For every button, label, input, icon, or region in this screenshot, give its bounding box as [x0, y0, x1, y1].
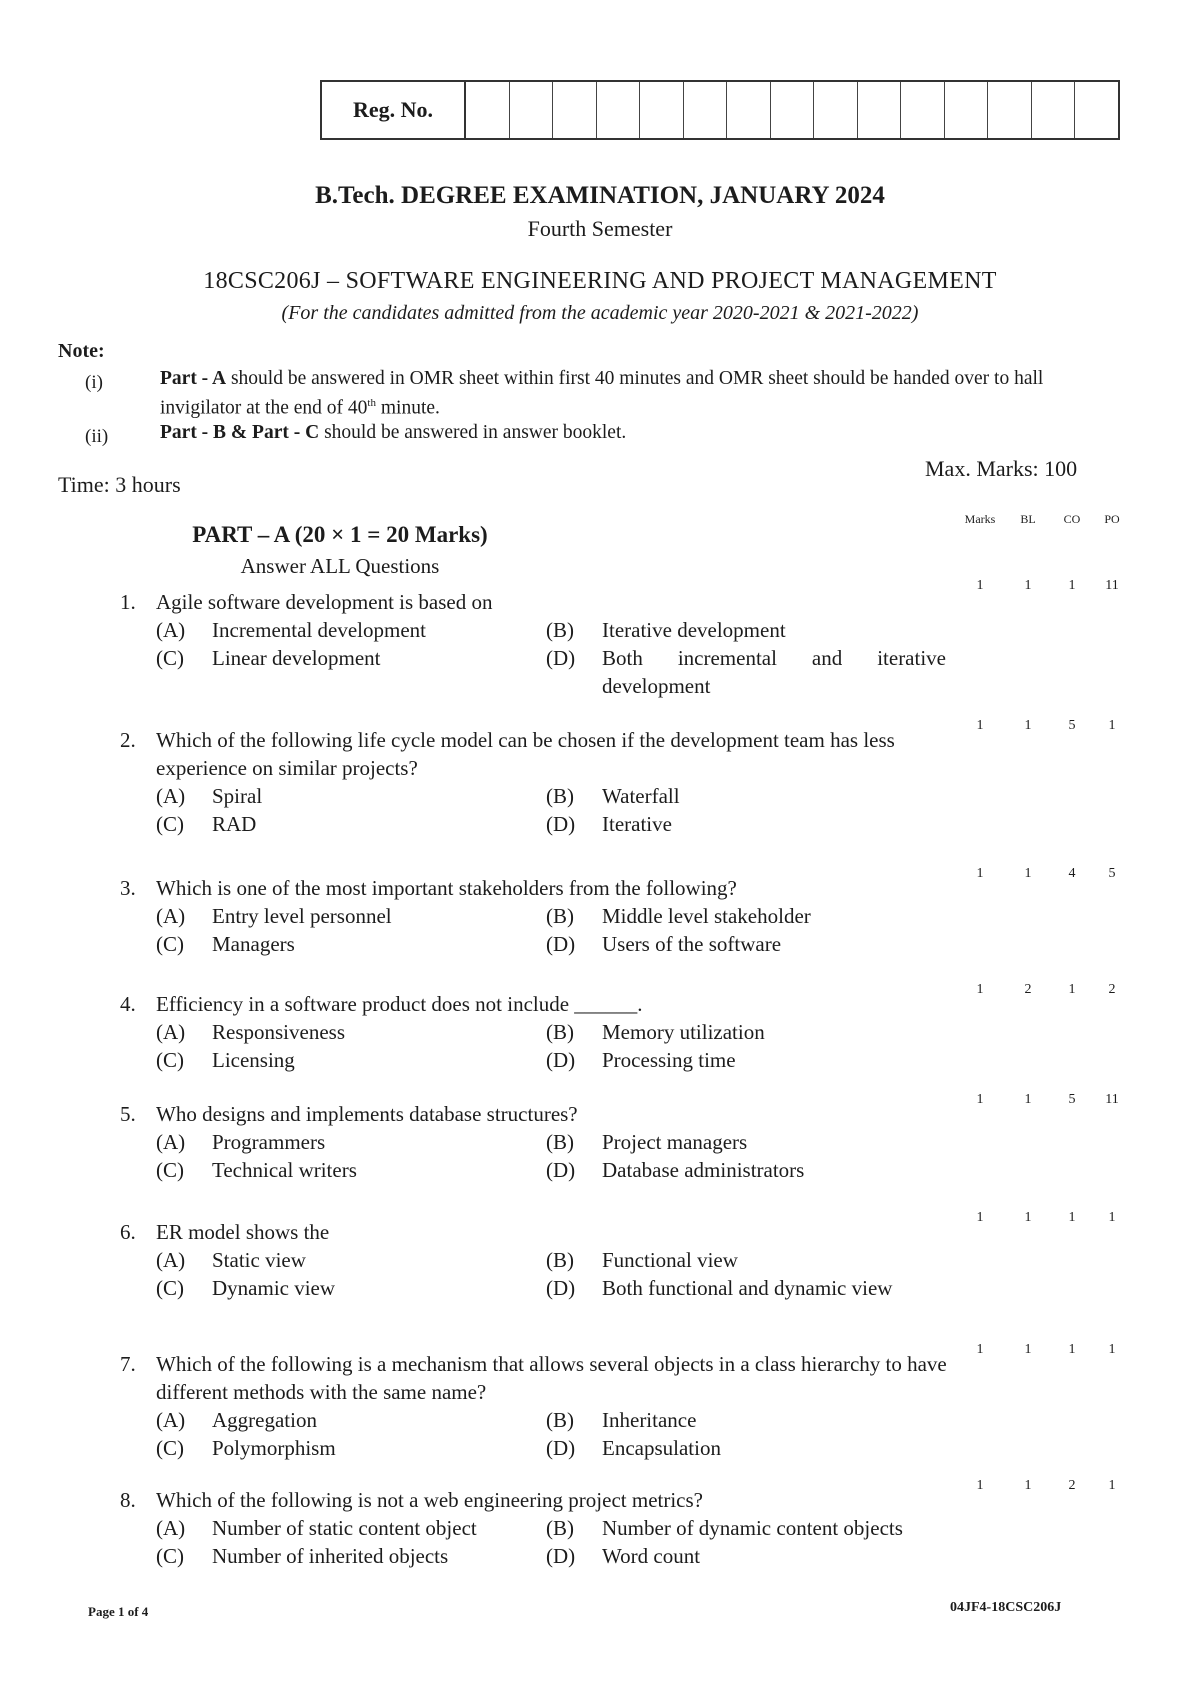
question	[120, 1350, 950, 1462]
option-text: Waterfall	[602, 784, 680, 808]
question-marks: 1	[976, 1210, 984, 1225]
answer-option	[546, 1406, 946, 1434]
answer-option	[546, 1434, 946, 1462]
option-key: (C)	[156, 1048, 184, 1072]
option-text: Spiral	[212, 784, 263, 808]
question-co: 1	[1068, 982, 1076, 997]
option-text: Number of static content object	[212, 1516, 477, 1540]
answer-option	[546, 930, 946, 958]
option-text: Linear development	[212, 646, 381, 670]
answer-option	[156, 1274, 546, 1302]
option-text: Iterative	[602, 812, 672, 836]
question-marks: 1	[976, 1342, 984, 1357]
question-po: 5	[1108, 866, 1116, 881]
option-grid	[156, 1406, 950, 1462]
option-key: (D)	[546, 1048, 576, 1072]
question-number: 5.	[120, 1102, 136, 1126]
question	[120, 990, 950, 1074]
question-number: 1.	[120, 590, 136, 614]
option-text: Project managers	[602, 1130, 748, 1154]
answer-option	[156, 1246, 546, 1274]
question-number: 4.	[120, 992, 136, 1016]
option-text: Encapsulation	[602, 1436, 721, 1460]
question-bl: 1	[1024, 1478, 1032, 1493]
max-marks: Max. Marks: 100	[925, 456, 1078, 481]
reg-no-cell	[1032, 82, 1076, 138]
question	[120, 874, 950, 958]
option-text: Entry level personnel	[212, 904, 392, 928]
option-key: (D)	[546, 1436, 576, 1460]
answer-option	[156, 1046, 546, 1074]
question-marks: 1	[976, 718, 984, 733]
option-key: (B)	[546, 1408, 574, 1432]
question-text: Efficiency in a software product does not include ______.	[156, 992, 643, 1016]
answer-option	[546, 902, 946, 930]
note-text: should be answered in answer booklet.	[319, 422, 627, 443]
note-number: (i)	[85, 372, 103, 393]
question-po: 2	[1108, 982, 1116, 997]
option-text: Functional view	[602, 1248, 738, 1272]
question	[120, 1100, 950, 1184]
question-marks: 1	[976, 866, 984, 881]
answer-option	[546, 1246, 946, 1274]
reg-no-cell	[684, 82, 728, 138]
question-co: 1	[1068, 1210, 1076, 1225]
reg-no-cell	[988, 82, 1032, 138]
page-number: Page 1 of 4	[88, 1604, 149, 1619]
option-key: (A)	[156, 1130, 186, 1154]
question-text: Which of the following is a mechanism that allows several objects in a class hierarchy to have different methods with the same name?	[156, 1352, 947, 1404]
answer-option	[156, 902, 546, 930]
question-stem	[120, 1218, 950, 1246]
option-key: (B)	[546, 904, 574, 928]
reg-no-cell	[640, 82, 684, 138]
option-key: (C)	[156, 1544, 184, 1568]
note-text: should be answered in OMR sheet within first 40 minutes and OMR sheet should be handed over to hall invigilator at the end of 40	[160, 368, 1044, 419]
answer-option	[546, 1274, 946, 1302]
answer-all-instruction: Answer ALL Questions	[240, 554, 440, 578]
question-bl: 2	[1024, 982, 1032, 997]
option-text: Static view	[212, 1248, 306, 1272]
note-sup: th	[367, 397, 376, 409]
option-key: (B)	[546, 1248, 574, 1272]
note-bold: Part - B & Part - C	[160, 422, 320, 443]
note-item	[160, 366, 1120, 421]
paper-code: 04JF4-18CSC206J	[950, 1600, 1062, 1615]
reg-no-cell	[466, 82, 510, 138]
answer-option	[156, 810, 546, 838]
option-text: Number of dynamic content objects	[602, 1516, 903, 1540]
question-bl: 1	[1024, 718, 1032, 733]
answer-option	[156, 1434, 546, 1462]
answer-option	[156, 782, 546, 810]
answer-option	[156, 1018, 546, 1046]
option-key: (B)	[546, 1516, 574, 1540]
admission-note: (For the candidates admitted from the academic year 2020-2021 & 2021-2022)	[281, 302, 919, 324]
option-text: Both incremental and iterative development	[602, 646, 946, 698]
time-allowed: Time: 3 hours	[58, 472, 181, 497]
question-co: 2	[1068, 1478, 1076, 1493]
question-marks: 1	[976, 1092, 984, 1107]
reg-no-cell	[1075, 82, 1118, 138]
question-marks: 1	[976, 1478, 984, 1493]
option-text: Polymorphism	[212, 1436, 336, 1460]
reg-no-cell	[771, 82, 815, 138]
option-text: Number of inherited objects	[212, 1544, 449, 1568]
col-header-bl: BL	[1020, 512, 1036, 526]
answer-option	[546, 644, 946, 700]
question	[120, 588, 950, 700]
reg-no-cell	[945, 82, 989, 138]
question	[120, 1218, 950, 1302]
answer-option	[156, 616, 546, 644]
answer-option	[546, 782, 946, 810]
col-header-marks: Marks	[964, 512, 996, 526]
note-label: Note:	[58, 340, 105, 362]
question-co: 1	[1068, 578, 1076, 593]
reg-no-label: Reg. No.	[322, 82, 466, 138]
question-stem	[120, 1350, 950, 1406]
option-text: Technical writers	[212, 1158, 357, 1182]
note-tail: minute.	[375, 397, 440, 419]
option-grid	[156, 616, 950, 700]
question-co: 5	[1068, 718, 1076, 733]
option-key: (D)	[546, 1544, 576, 1568]
question-stem	[120, 1486, 950, 1514]
question-po: 1	[1108, 718, 1116, 733]
answer-option	[156, 1406, 546, 1434]
option-key: (C)	[156, 1158, 184, 1182]
answer-option	[546, 1128, 946, 1156]
answer-option	[156, 930, 546, 958]
option-text: Managers	[212, 932, 295, 956]
option-key: (C)	[156, 812, 184, 836]
answer-option	[546, 1018, 946, 1046]
option-text: RAD	[212, 812, 257, 836]
option-text: Database administrators	[602, 1158, 805, 1182]
answer-option	[546, 810, 946, 838]
exam-title: B.Tech. DEGREE EXAMINATION, JANUARY 2024	[315, 182, 885, 209]
question-marks: 1	[976, 578, 984, 593]
question-stem	[120, 588, 950, 616]
part-a-title: PART – A (20 × 1 = 20 Marks)	[192, 522, 488, 547]
option-key: (A)	[156, 1516, 186, 1540]
question-stem	[120, 874, 950, 902]
option-text: Middle level stakeholder	[602, 904, 811, 928]
answer-option	[156, 1514, 546, 1542]
option-key: (D)	[546, 1158, 576, 1182]
semester: Fourth Semester	[527, 216, 673, 241]
note-bold: Part - A	[160, 368, 227, 389]
question-bl: 1	[1024, 1210, 1032, 1225]
question-text: Which of the following life cycle model can be chosen if the development team has less experience on similar projects?	[156, 728, 895, 780]
option-key: (A)	[156, 1408, 186, 1432]
option-key: (B)	[546, 618, 574, 642]
course-title: 18CSC206J – SOFTWARE ENGINEERING AND PROJECT MANAGEMENT	[203, 268, 997, 294]
question-text: Agile software development is based on	[156, 590, 493, 614]
option-key: (A)	[156, 618, 186, 642]
reg-no-cell	[510, 82, 554, 138]
question-bl: 1	[1024, 578, 1032, 593]
option-text: Dynamic view	[212, 1276, 336, 1300]
question-stem	[120, 726, 950, 782]
option-grid	[156, 902, 950, 958]
question-number: 2.	[120, 728, 136, 752]
question-number: 3.	[120, 876, 136, 900]
option-text: Memory utilization	[602, 1020, 765, 1044]
answer-option	[156, 644, 546, 700]
question-text: Which is one of the most important stakeholders from the following?	[156, 876, 737, 900]
question-text: ER model shows the	[156, 1220, 330, 1244]
option-key: (D)	[546, 932, 576, 956]
question-number: 7.	[120, 1352, 136, 1376]
question-co: 4	[1068, 866, 1076, 881]
option-grid	[156, 1246, 950, 1302]
answer-option	[546, 1542, 946, 1570]
question-text: Which of the following is not a web engineering project metrics?	[156, 1488, 703, 1512]
option-text: Programmers	[212, 1130, 326, 1154]
reg-no-cell	[727, 82, 771, 138]
question-bl: 1	[1024, 866, 1032, 881]
reg-no-cell	[901, 82, 945, 138]
option-key: (D)	[546, 1276, 576, 1300]
option-key: (D)	[546, 646, 576, 670]
option-text: Inheritance	[602, 1408, 697, 1432]
question-co: 1	[1068, 1342, 1076, 1357]
option-grid	[156, 1018, 950, 1074]
option-key: (C)	[156, 1276, 184, 1300]
option-grid	[156, 1514, 950, 1570]
col-header-co: CO	[1063, 512, 1081, 526]
answer-option	[156, 1156, 546, 1184]
question-stem	[120, 990, 950, 1018]
question-po: 11	[1105, 1092, 1119, 1107]
option-key: (D)	[546, 812, 576, 836]
question-bl: 1	[1024, 1092, 1032, 1107]
col-header-po: PO	[1104, 512, 1120, 526]
option-key: (C)	[156, 646, 184, 670]
option-key: (C)	[156, 1436, 184, 1460]
question-stem	[120, 1100, 950, 1128]
option-key: (C)	[156, 932, 184, 956]
option-key: (A)	[156, 1248, 186, 1272]
answer-option	[546, 1156, 946, 1184]
question-number: 8.	[120, 1488, 136, 1512]
question-number: 6.	[120, 1220, 136, 1244]
reg-no-cell	[553, 82, 597, 138]
answer-option	[546, 1514, 946, 1542]
option-key: (A)	[156, 904, 186, 928]
answer-option	[546, 616, 946, 644]
question-co: 5	[1068, 1092, 1076, 1107]
option-grid	[156, 782, 950, 838]
question-po: 1	[1108, 1342, 1116, 1357]
option-text: Licensing	[212, 1048, 295, 1072]
answer-option	[156, 1542, 546, 1570]
question-po: 1	[1108, 1478, 1116, 1493]
option-text: Responsiveness	[212, 1020, 345, 1044]
option-key: (B)	[546, 1020, 574, 1044]
option-key: (B)	[546, 784, 574, 808]
option-text: Processing time	[602, 1048, 736, 1072]
reg-no-cells	[466, 82, 1118, 138]
option-key: (A)	[156, 784, 186, 808]
option-text: Word count	[602, 1544, 701, 1568]
reg-no-cell	[597, 82, 641, 138]
note-item	[160, 420, 1120, 445]
question-bl: 1	[1024, 1342, 1032, 1357]
option-text: Users of the software	[602, 932, 782, 956]
question	[120, 726, 950, 838]
question-po: 11	[1105, 578, 1119, 593]
option-text: Iterative development	[602, 618, 786, 642]
question-marks: 1	[976, 982, 984, 997]
note-number: (ii)	[85, 426, 109, 447]
option-key: (A)	[156, 1020, 186, 1044]
option-text: Incremental development	[212, 618, 426, 642]
reg-no-cell	[858, 82, 902, 138]
option-grid	[156, 1128, 950, 1184]
answer-option	[156, 1128, 546, 1156]
question-text: Who designs and implements database structures?	[156, 1102, 578, 1126]
reg-no-cell	[814, 82, 858, 138]
reg-no-box	[320, 80, 1120, 140]
question	[120, 1486, 950, 1570]
answer-option	[546, 1046, 946, 1074]
option-text: Aggregation	[212, 1408, 317, 1432]
option-key: (B)	[546, 1130, 574, 1154]
question-po: 1	[1108, 1210, 1116, 1225]
option-text: Both functional and dynamic view	[602, 1276, 893, 1300]
